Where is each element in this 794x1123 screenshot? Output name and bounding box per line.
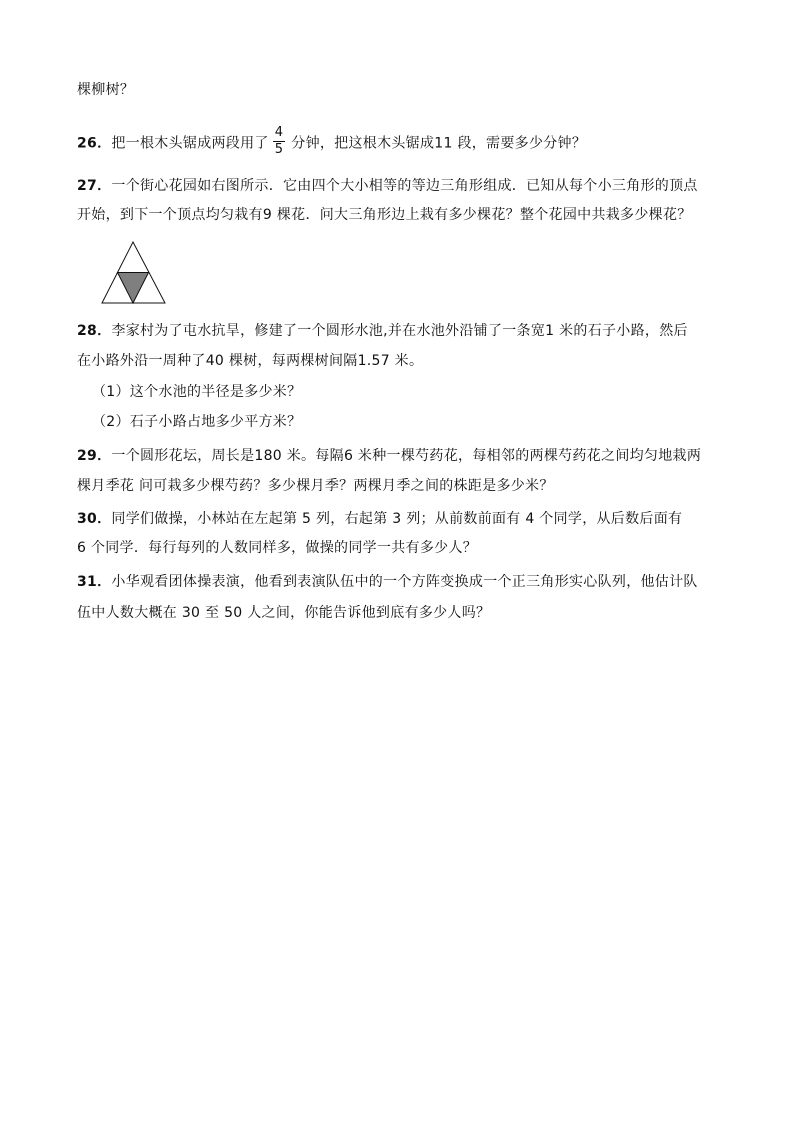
q28-text: 李家村为了屯水抗旱，修建了一个圆形水池,并在水池外沿铺了一条宽1 米的石子小路，然后	[111, 323, 688, 339]
question-number: 29．	[77, 448, 112, 464]
fraction	[273, 125, 286, 158]
question-28-line2: 在小路外沿一周种了40 棵树，每两棵树间隔1.57 米。	[77, 353, 424, 369]
question-27-line1	[77, 176, 698, 196]
question-28-sub2: （2）石子小路占地多少平方米？	[92, 414, 302, 430]
question-29-line1	[77, 446, 701, 466]
question-30-line1	[77, 509, 682, 529]
question-number: 30．	[77, 511, 112, 527]
question-31-line1	[77, 572, 698, 592]
question-number: 27．	[77, 178, 112, 194]
question-28-line1	[77, 321, 688, 341]
question-30-line2: 6 个同学．每行每列的人数同样多，做操的同学一共有多少人？	[77, 540, 478, 556]
q27-text: 一个街心花园如右图所示．它由四个大小相等的等边三角形组成．已知从每个小三角形的顶点	[111, 178, 698, 194]
question-27-line2: 开始，到下一个顶点均匀栽有9 棵花．问大三角形边上栽有多少棵花？整个花园中共栽多少棵花？	[77, 207, 692, 223]
q26-text-pre: 把一根木头锯成两段用了	[111, 135, 269, 152]
question-31-line2: 伍中人数大概在 30 至 50 人之间，你能告诉他到底有多少人吗？	[77, 605, 491, 621]
q29-text: 一个圆形花坛，周长是180 米。每隔6 米种一棵芍药花，每相邻的两棵芍药花之间均匀地栽两	[111, 448, 702, 464]
q31-text: 小华观看团体操表演，他看到表演队伍中的一个方阵变换成一个正三角形实心队列，他估计队	[111, 574, 698, 590]
q25-tail: 棵柳树？	[77, 82, 135, 98]
question-number: 31．	[77, 574, 112, 590]
question-number: 26．	[77, 135, 112, 152]
question-number: 28．	[77, 323, 112, 339]
q26-text-post: 分钟，把这根木头锯成11 段，需要多少分钟？	[291, 135, 587, 152]
question-26	[77, 127, 586, 160]
fraction-numerator: 4	[274, 125, 284, 140]
triangle-figure-icon	[101, 241, 167, 305]
fraction-denominator: 5	[274, 142, 284, 157]
q30-text: 同学们做操，小林站在左起第 5 列，右起第 3 列；从前数前面有 4 个同学，从后数后面有	[111, 511, 683, 527]
question-29-line2: 棵月季花 问可栽多少棵芍药？多少棵月季？两棵月季之间的株距是多少米？	[77, 478, 554, 494]
question-28-sub1: （1）这个水池的半径是多少米？	[92, 384, 302, 400]
